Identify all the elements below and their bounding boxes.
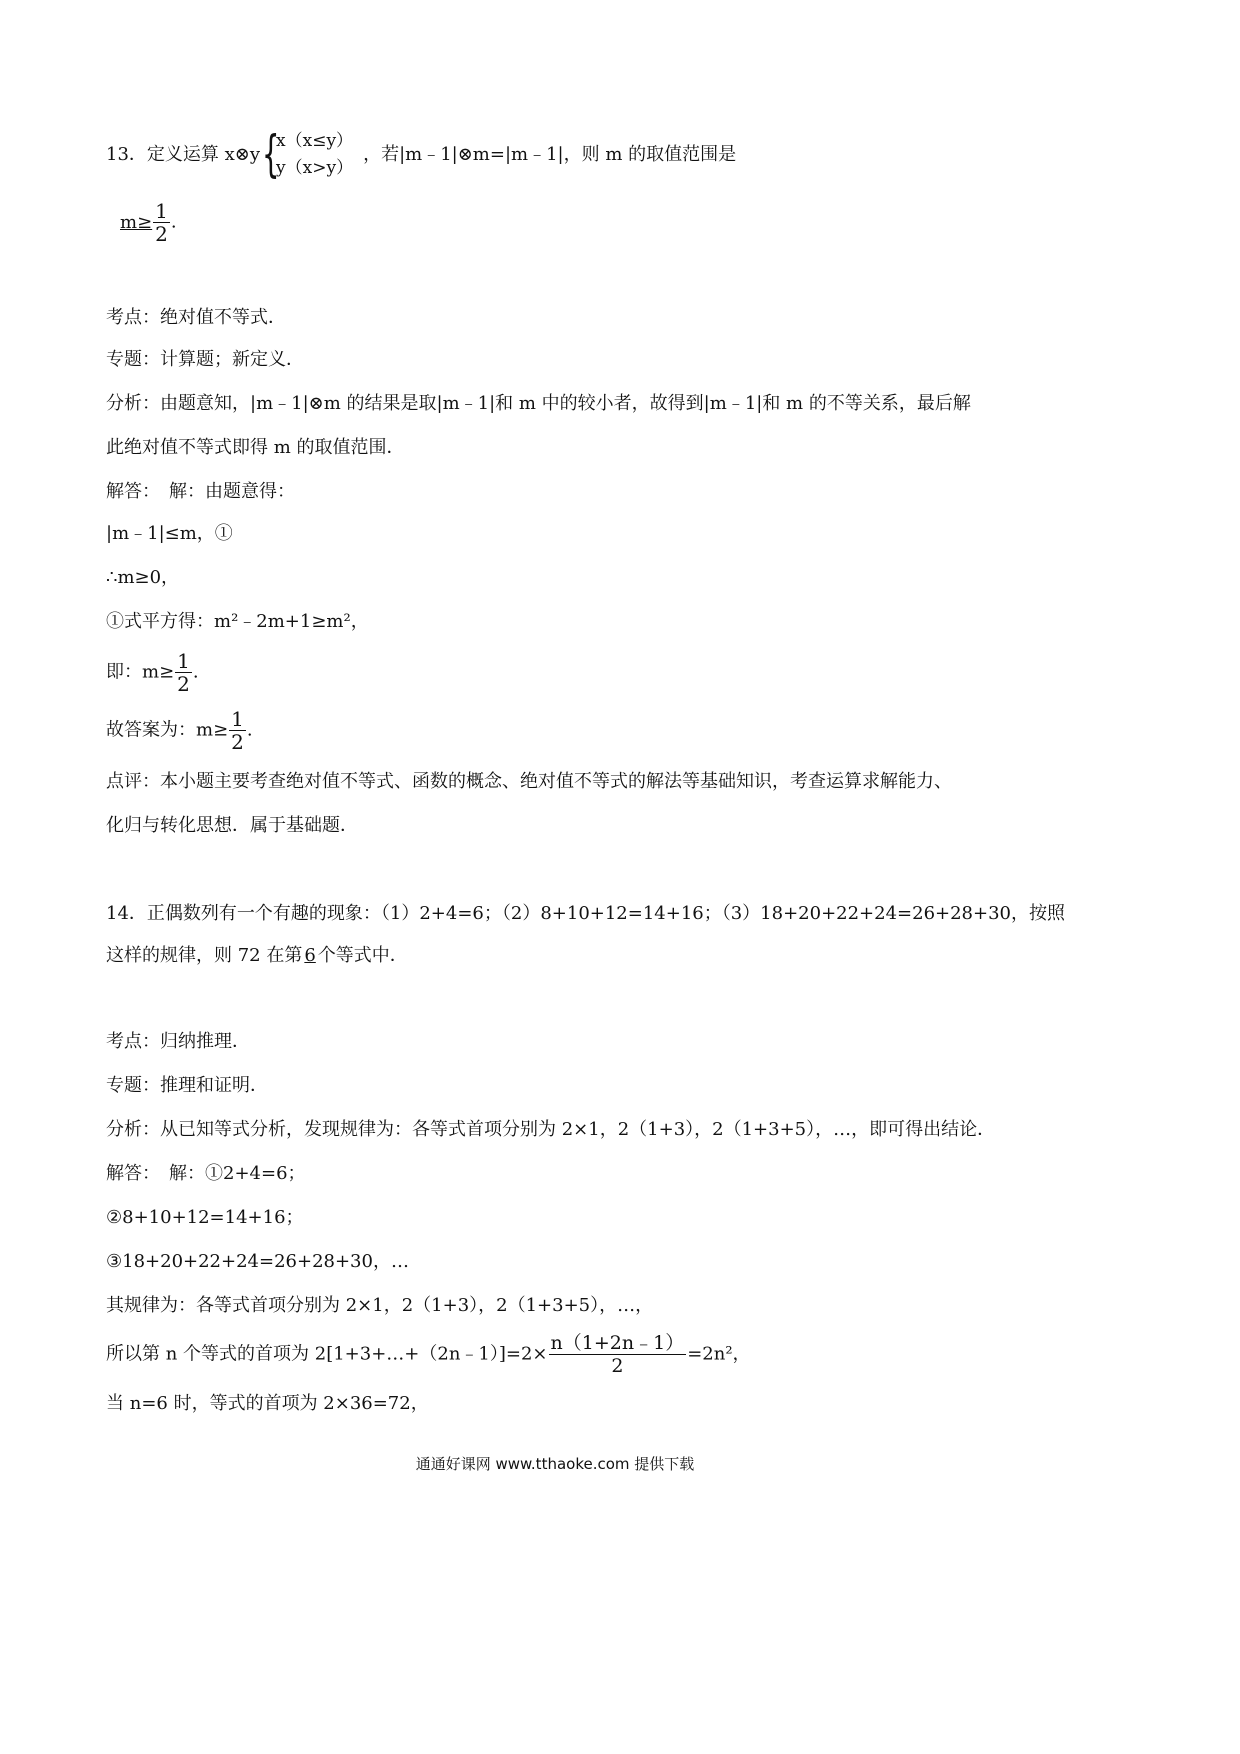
frac-den: 2 (155, 222, 168, 246)
frac-num: 1 (155, 199, 168, 223)
q13-stem (106, 125, 737, 183)
q14-step5-frac (549, 1332, 687, 1377)
q14-step6: 当 n=6 时，等式的首项为 2×36=72， (106, 1393, 429, 1414)
q13-dianping-2: 化归与转化思想．属于基础题． (106, 815, 358, 836)
q13-dianping-1: 点评：本小题主要考查绝对值不等式、函数的概念、绝对值不等式的解法等基础知识，考查运算求解能力、 (106, 771, 952, 792)
q13-step1: |m﹣1|≤m，① (106, 523, 233, 544)
q13-answer (120, 200, 177, 245)
frac-den: 2 (177, 672, 190, 696)
q13-stem-pre: 13．定义运算 x⊗y (106, 144, 261, 165)
frac-num: 1 (231, 707, 244, 731)
q14-step3: ③18+20+22+24=26+28+30，… (106, 1251, 409, 1272)
q13-answer-frac (153, 200, 170, 245)
frac-num: 1 (177, 649, 190, 673)
period: . (246, 719, 253, 741)
q14-kaodian: 考点：归纳推理． (106, 1031, 250, 1052)
q14-zhuanti: 专题：推理和证明． (106, 1075, 268, 1096)
frac-den: 2 (231, 730, 244, 754)
q14-step5-pre: 所以第 n 个等式的首项为 2[1+3+…+（2n﹣1）]=2× (106, 1343, 548, 1365)
q13-case1: x（x≤y） (276, 131, 354, 151)
q13-step4-frac (175, 650, 192, 695)
q13-step4 (106, 650, 199, 695)
q13-step4-pre: 即：m≥ (106, 661, 175, 683)
q13-case2: y（x>y） (276, 158, 354, 178)
q14-stem-2-post: 个等式中． (317, 945, 408, 966)
q14-step5 (106, 1332, 751, 1377)
q13-jieda: 解答： 解：由题意得： (106, 481, 295, 502)
period: . (192, 661, 199, 683)
q13-step5-pre: 故答案为：m≥ (106, 719, 229, 741)
frac-den: 2 (611, 1355, 624, 1377)
q13-answer-post: . (170, 211, 177, 233)
q13-answer-underlined (120, 199, 171, 246)
q13-kaodian: 考点：绝对值不等式． (106, 307, 286, 328)
q13-step5-frac (229, 708, 246, 753)
q13-zhuanti: 专题：计算题；新定义． (106, 349, 304, 370)
q14-stem-2-pre: 这样的规律，则 72 在第 (106, 945, 303, 966)
q14-stem-2 (106, 944, 408, 968)
q13-step5 (106, 708, 253, 753)
q13-piecewise (262, 125, 354, 183)
q13-step2: ∴m≥0， (106, 567, 180, 588)
q13-step3: ①式平方得：m²﹣2m+1≥m²， (106, 611, 369, 632)
left-brace-icon: { (262, 125, 280, 183)
q14-stem-1: 14．正偶数列有一个有趣的现象：（1）2+4=6；（2）8+10+12=14+16；（3）18+20+22+24=26+28+30，按照 (106, 903, 1065, 924)
page-footer: 通通好课网 www.tthaoke.com 提供下载 (415, 1455, 695, 1473)
q14-fenxi: 分析：从已知等式分析，发现规律为：各等式首项分别为 2×1，2（1+3），2（1+3+5），…，即可得出结论． (106, 1119, 996, 1140)
q13-fenxi-1: 分析：由题意知，|m﹣1|⊗m 的结果是取|m﹣1|和 m 中的较小者，故得到|m﹣1|和 m 的不等关系，最后解 (106, 393, 971, 414)
q13-fenxi-2: 此绝对值不等式即得 m 的取值范围． (106, 437, 405, 458)
q14-step2: ②8+10+12=14+16； (106, 1207, 304, 1228)
q14-step4: 其规律为：各等式首项分别为 2×1，2（1+3），2（1+3+5），…， (106, 1295, 654, 1316)
q13-stem-post: ，若|m﹣1|⊗m=|m﹣1|，则 m 的取值范围是 (363, 144, 737, 165)
q14-step5-post: =2n²， (687, 1343, 751, 1365)
q14-answer: 6 (304, 945, 316, 966)
frac-num: n（1+2n﹣1） (550, 1332, 685, 1354)
q14-jieda: 解答： 解：①2+4=6； (106, 1163, 306, 1184)
q13-answer-pre: m≥ (120, 211, 153, 233)
